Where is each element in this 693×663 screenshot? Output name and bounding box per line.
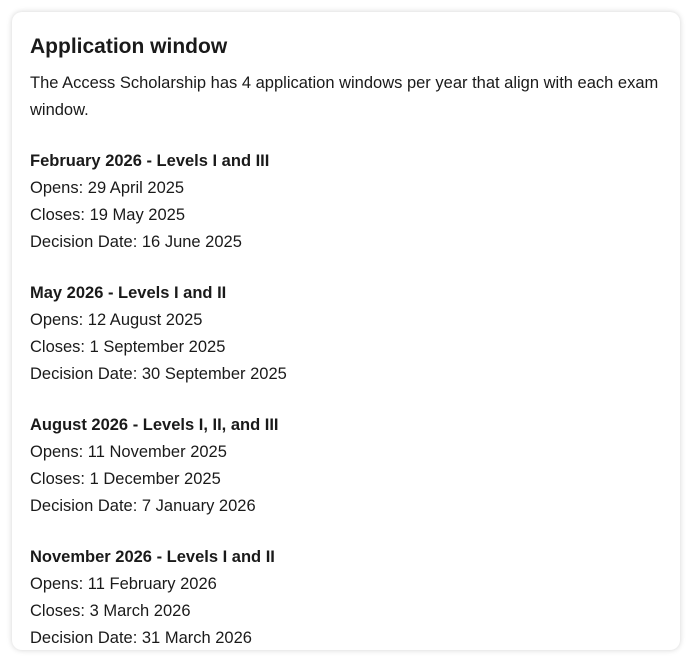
window-title: November 2026 - Levels I and II [30, 548, 275, 566]
decision-date: Decision Date: 30 September 2025 [30, 365, 287, 383]
decision-date: Decision Date: 16 June 2025 [30, 233, 242, 251]
application-window-item [30, 148, 680, 256]
closes-date: Closes: 1 December 2025 [30, 470, 221, 488]
application-window-item [30, 412, 680, 520]
window-title: February 2026 - Levels I and III [30, 152, 270, 170]
decision-date: Decision Date: 31 March 2026 [30, 629, 252, 647]
section-heading: Application window [30, 35, 228, 58]
intro-text: The Access Scholarship has 4 application windows per year that align with each exam window. [30, 74, 659, 119]
opens-date: Opens: 29 April 2025 [30, 179, 185, 197]
application-window-item [30, 280, 680, 388]
closes-date: Closes: 3 March 2026 [30, 602, 191, 620]
window-title: May 2026 - Levels I and II [30, 284, 227, 302]
decision-date: Decision Date: 7 January 2026 [30, 497, 256, 515]
application-window-card [12, 12, 680, 650]
closes-date: Closes: 19 May 2025 [30, 206, 186, 224]
application-window-item [30, 544, 680, 652]
opens-date: Opens: 11 November 2025 [30, 443, 227, 461]
opens-date: Opens: 11 February 2026 [30, 575, 217, 593]
window-title: August 2026 - Levels I, II, and III [30, 416, 279, 434]
closes-date: Closes: 1 September 2025 [30, 338, 226, 356]
opens-date: Opens: 12 August 2025 [30, 311, 203, 329]
